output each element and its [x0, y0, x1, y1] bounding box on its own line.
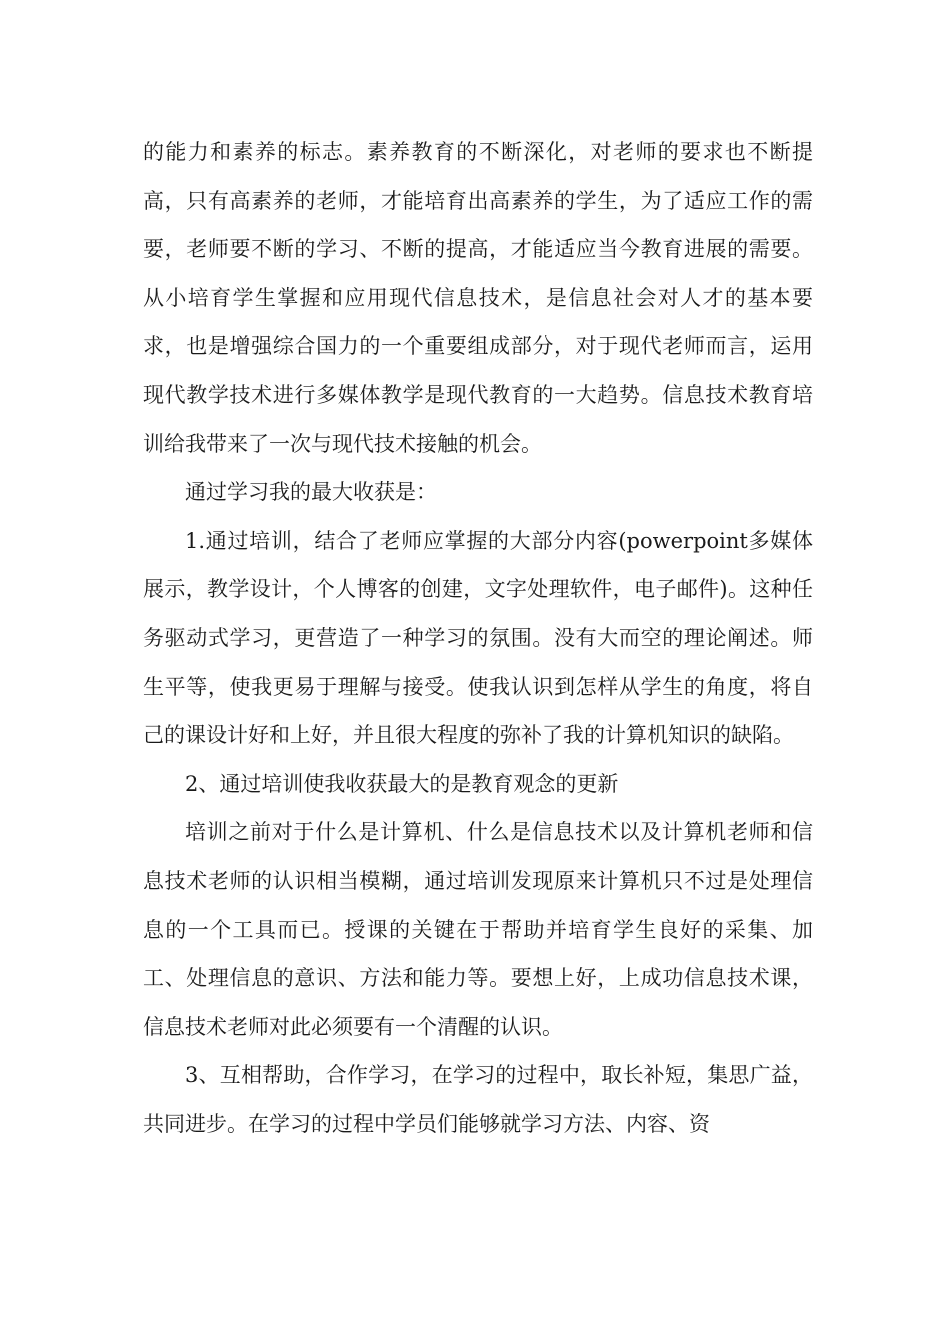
document-body [143, 128, 813, 1148]
paragraph-point-1: 1.通过培训，结合了老师应掌握的大部分内容(powerpoint多媒体展示，教学设计，个人博客的创建，文字处理软件，电子邮件)。这种任务驱动式学习，更营造了一种学习的氛围。没有大而空的理论阐述。师生平等，使我更易于理解与接受。使我认识到怎样从学生的角度，将自己的课设计好和上好，并且很大程度的弥补了我的计算机知识的缺陷。 [143, 528, 813, 748]
paragraph-continuation: 的能力和素养的标志。素养教育的不断深化，对老师的要求也不断提高，只有高素养的老师，才能培育出高素养的学生，为了适应工作的需要，老师要不断的学习、不断的提高，才能适应当今教育进展的需要。从小培育学生掌握和应用现代信息技术，是信息社会对人才的基本要求，也是增强综合国力的一个重要组成部分，对于现代老师而言，运用现代教学技术进行多媒体教学是现代教育的一大趋势。信息技术教育培训给我带来了一次与现代技术接触的机会。 [143, 140, 813, 456]
paragraph-point-2-heading: 2、通过培训使我收获最大的是教育观念的更新 [185, 771, 619, 796]
paragraph-point-3: 3、互相帮助，合作学习，在学习的过程中，取长补短，集思广益，共同进步。在学习的过程中学员们能够就学习方法、内容、资 [143, 1063, 813, 1136]
paragraph-gains-intro: 通过学习我的最大收获是： [185, 480, 437, 505]
paragraph-point-2-body: 培训之前对于什么是计算机、什么是信息技术以及计算机老师和信息技术老师的认识相当模糊，通过培训发现原来计算机只不过是处理信息的一个工具而已。授课的关键在于帮助并培育学生良好的采集、加工、处理信息的意识、方法和能力等。要想上好，上成功信息技术课，信息技术老师对此必须要有一个清醒的认识。 [143, 820, 813, 1039]
